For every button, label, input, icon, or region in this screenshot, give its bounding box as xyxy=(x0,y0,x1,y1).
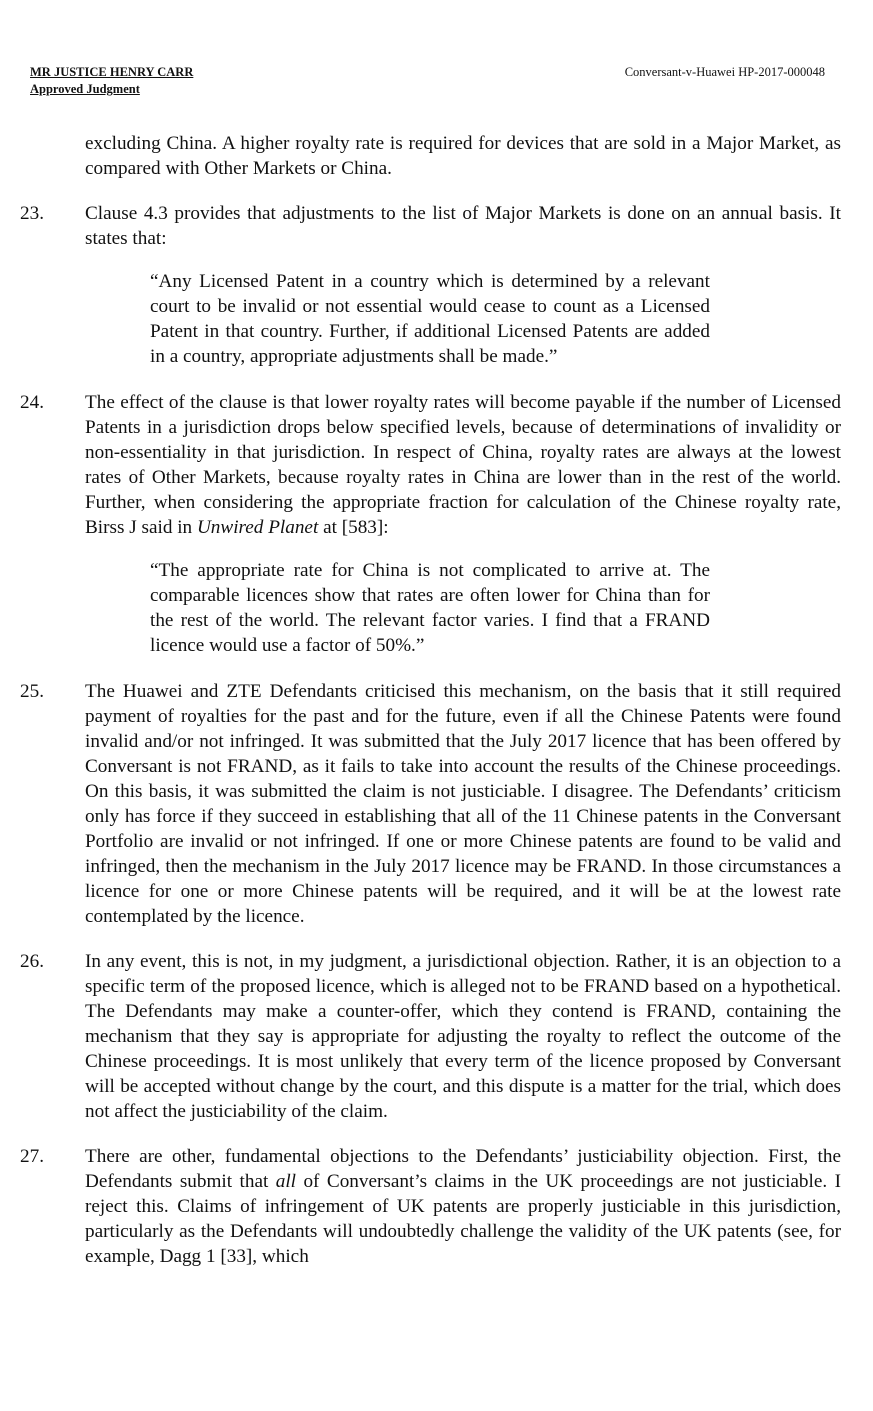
paragraph-text: Clause 4.3 provides that adjustments to the list of Major Markets is done on an annual basis. It states that: xyxy=(85,203,841,249)
paragraph-number: 27. xyxy=(20,1146,44,1167)
judgment-body xyxy=(20,131,841,1269)
paragraph-number: 23. xyxy=(20,203,44,224)
paragraph-text-tail: of Conversant’s claims in the UK proceedings are not justiciable. I reject this. Claims of infringement of UK patents are properly justiciable in this jurisdiction, particularly as the Defendants will undoubtedly challenge the validity of the UK patents (see, for example, Dagg 1 [33], which xyxy=(85,1171,842,1267)
paragraph-number: 24. xyxy=(20,392,44,413)
case-reference: Conversant-v-Huawei HP-2017-000048 xyxy=(624,65,825,79)
paragraph-number: 26. xyxy=(20,951,44,972)
paragraph-text: In any event, this is not, in my judgment, a jurisdictional objection. Rather, it is an objection to a specific term of the proposed licence, which is alleged not to be FRAND based on a hypothetical. The Defendants may make a counter-offer, which they contend is FRAND, containing the mechanism that they say is appropriate for adjusting the royalty to reflect the outcome of the Chinese proceedings. It is most unlikely that every term of the licence proposed by Conversant will be accepted without change by the court, and this dispute is a matter for the trial, which does not affect the justiciability of the claim. xyxy=(85,951,841,1122)
continuation-paragraph xyxy=(20,131,841,181)
paragraph-23 xyxy=(20,201,841,251)
paragraph-27 xyxy=(20,1144,841,1269)
judge-name: MR JUSTICE HENRY CARR xyxy=(30,65,194,79)
paragraph-text-tail: at [583]: xyxy=(318,517,389,538)
paragraph-25 xyxy=(20,679,841,929)
emphasis-text: all xyxy=(275,1171,297,1192)
paragraph-text: The effect of the clause is that lower royalty rates will become payable if the number of Licensed Patents in a jurisdiction drops below specified levels, because of determinations of invalidity or non-essentiality in that jurisdiction. In respect of China, royalty rates are always at the lowest rates of Other Markets, because royalty rates in China are lower than in the rest of the world. Further, when considering the appropriate fraction for calculation of the Chinese royalty rate, Birss J said in xyxy=(85,392,841,538)
case-citation: Unwired Planet xyxy=(196,517,319,538)
paragraph-text: The Huawei and ZTE Defendants criticised this mechanism, on the basis that it still required payment of royalties for the past and for the future, even if all the Chinese Patents were found invalid and/or not infringed. It was submitted that the July 2017 licence that has been offered by Conversant is not FRAND, as it fails to take into account the results of the Chinese proceedings. On this basis, it was submitted the claim is not justiciable. I disagree. The Defendants’ criticism only has force if they succeed in establishing that all of the 11 Chinese patents in the Conversant Portfolio are invalid or not infringed. If one or more Chinese patents are found to be valid and infringed, then the mechanism in the July 2017 licence may be FRAND. In those circumstances a licence for one or more Chinese patents will be required, and it will be at the lowest rate contemplated by the licence. xyxy=(85,681,841,927)
block-quote-birss-j: “The appropriate rate for China is not complicated to arrive at. The comparable licences show that rates are often lower for China than for the rest of the world. The relevant factor varies. I find that a FRAND licence would use a factor of 50%.” xyxy=(150,560,710,656)
paragraph-24 xyxy=(20,390,841,540)
document-type: Approved Judgment xyxy=(30,82,140,96)
header-left xyxy=(30,64,193,98)
block-quote-clause-4-3: “Any Licensed Patent in a country which is determined by a relevant court to be invalid or not essential would cease to count as a Licensed Patent in that country. Further, if additional Licensed Patents are added in a country, appropriate adjustments shall be made.” xyxy=(150,271,710,367)
paragraph-text: There are other, fundamental objections to the Defendants’ justiciability objection. First, the Defendants submit that xyxy=(85,1146,841,1192)
paragraph-number: 25. xyxy=(20,681,44,702)
paragraph-26 xyxy=(20,949,841,1124)
continuation-text: excluding China. A higher royalty rate is required for devices that are sold in a Major Market, as compared with Other Markets or China. xyxy=(85,133,841,179)
